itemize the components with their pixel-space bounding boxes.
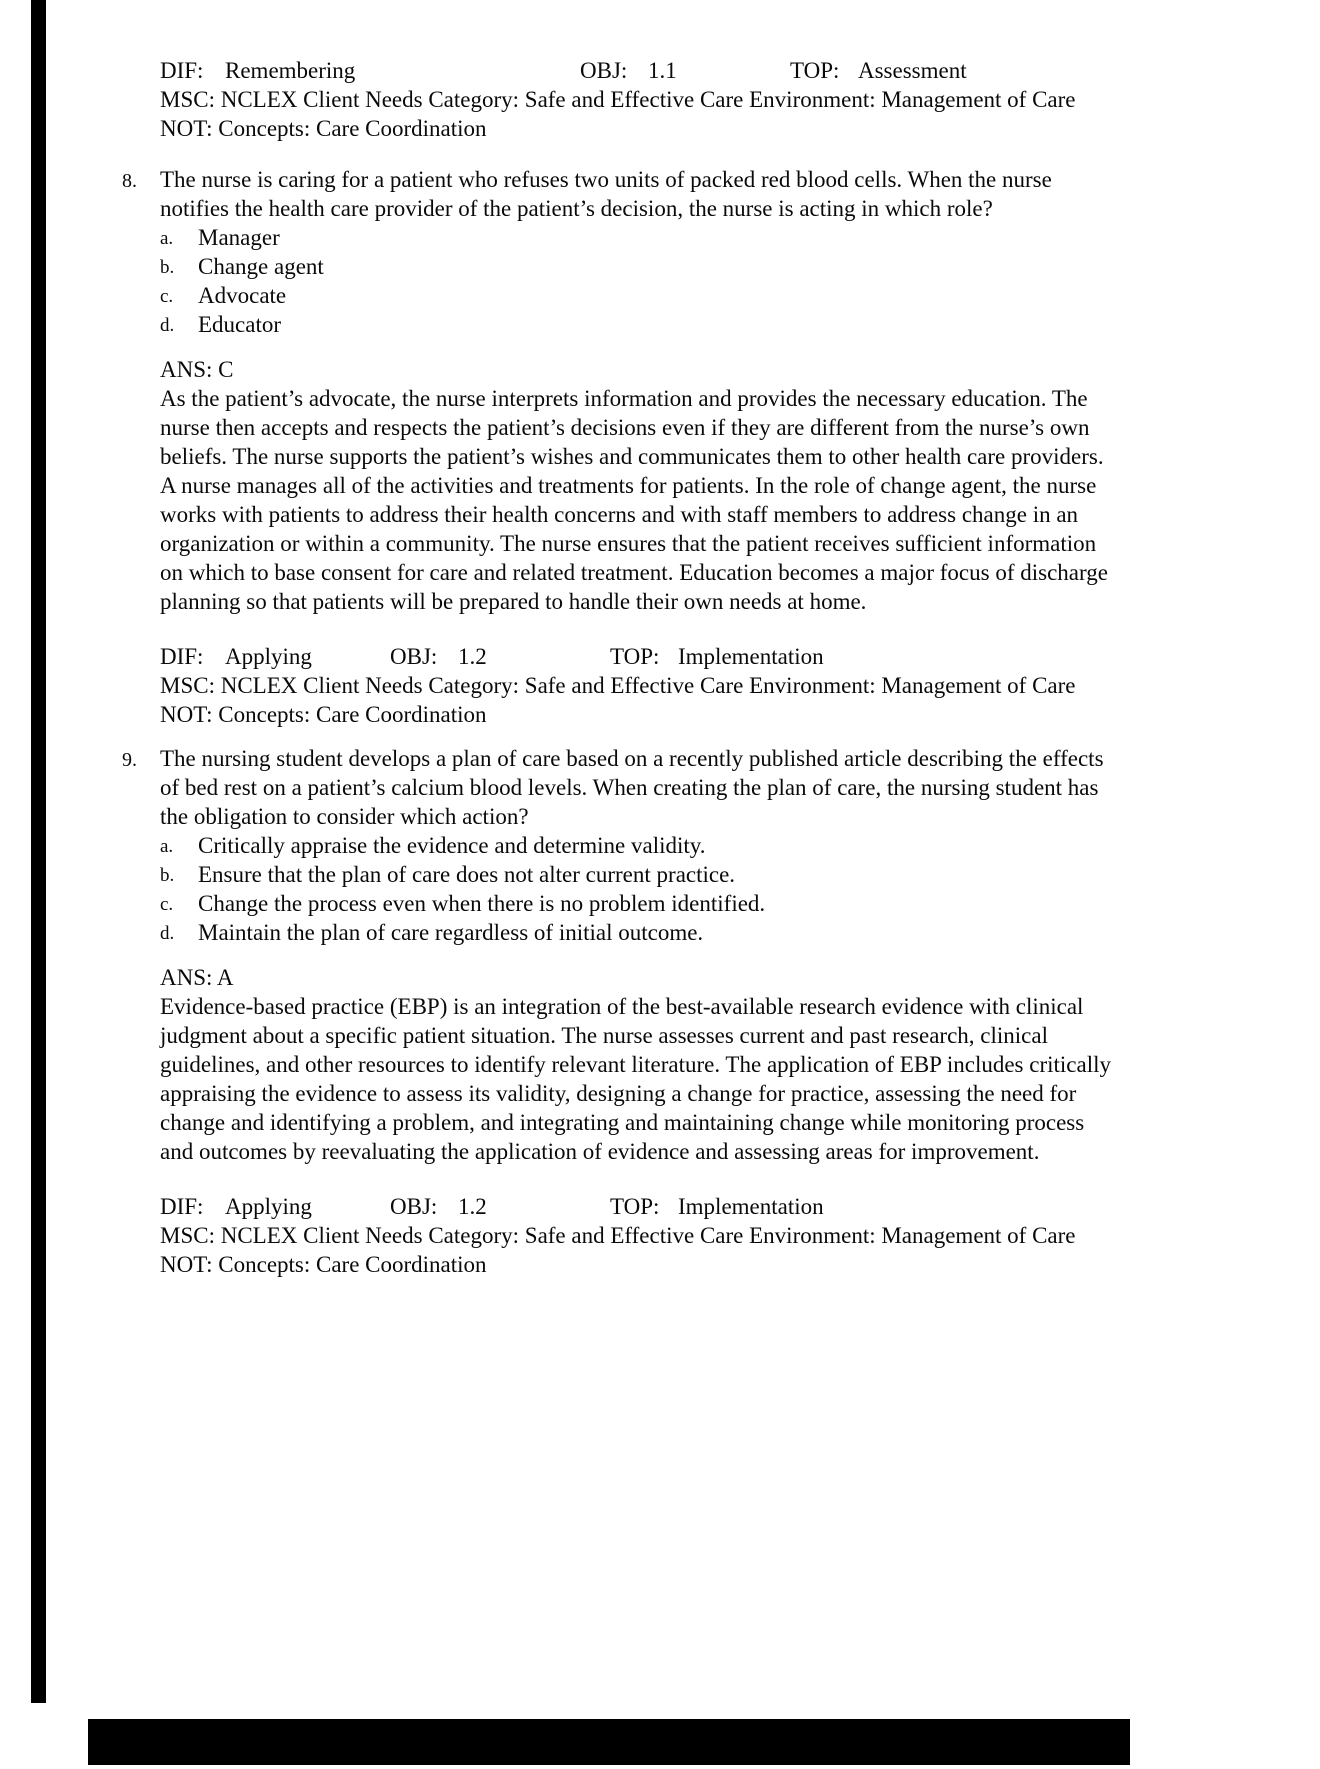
options-list: [160, 223, 1120, 339]
obj-value: 1.2: [458, 644, 487, 669]
top-label: TOP:: [610, 1194, 660, 1219]
option-row: [160, 252, 1120, 281]
option-letter: b.: [160, 257, 175, 278]
option-row: [160, 310, 1120, 339]
option-text: Change the process even when there is no problem identified.: [198, 891, 766, 916]
option-letter: d.: [160, 315, 175, 336]
obj-label: OBJ:: [390, 644, 438, 669]
obj-value: 1.2: [458, 1194, 487, 1219]
dif-obj-top-row: [160, 1192, 1120, 1221]
question-number: 9.: [122, 749, 137, 771]
option-text: Ensure that the plan of care does not alter current practice.: [198, 862, 736, 887]
top-label: TOP:: [610, 644, 660, 669]
dif-label: DIF:: [160, 1194, 204, 1219]
answer-block: [160, 963, 1120, 1166]
dif-value: Applying: [225, 1194, 312, 1219]
option-letter: b.: [160, 865, 175, 886]
option-text: Advocate: [198, 283, 287, 308]
msc-line: MSC: NCLEX Client Needs Category: Safe and Effective Care Environment: Management of Care: [160, 673, 1076, 698]
dif-obj-top-row: [160, 642, 1120, 671]
msc-line: MSC: NCLEX Client Needs Category: Safe and Effective Care Environment: Management of Care: [160, 87, 1076, 112]
question-stem: The nurse is caring for a patient who refuses two units of packed red blood cells. When the nurse notifies the health care provider of the patient’s decision, the nurse is acting in which role?: [160, 167, 1052, 221]
option-letter: c.: [160, 894, 174, 915]
top-value: Implementation: [678, 644, 824, 669]
question-stem: The nursing student develops a plan of care based on a recently published article describing the effects of bed rest on a patient’s calcium blood levels. When creating the plan of care, the nursing student has the obligation to consider which action?: [160, 746, 1104, 829]
meta-block-question-9: [160, 1192, 1120, 1279]
dif-label: DIF:: [160, 58, 204, 83]
option-letter: a.: [160, 228, 174, 249]
option-row: [160, 860, 1120, 889]
option-row: [160, 889, 1120, 918]
answer-line: ANS: C: [160, 357, 234, 382]
meta-block-question-8: [160, 642, 1120, 729]
rationale-text: As the patient’s advocate, the nurse interprets information and provides the necessary education. The nurse then accepts and respects the patient’s decisions even if they are different from the nurse’s own beliefs. The nurse supports the patient’s wishes and communicates them to other health care providers. A nurse manages all of the activities and treatments for patients. In the role of change agent, the nurse works with patients to address their health concerns and with staff members to address change in an organization or within a community. The nurse ensures that the patient receives sufficient information on which to base consent for care and related treatment. Education becomes a major focus of discharge planning so that patients will be prepared to handle their own needs at home.: [160, 386, 1108, 614]
top-label: TOP:: [790, 58, 840, 83]
option-text: Change agent: [198, 254, 324, 279]
dif-value: Remembering: [225, 58, 356, 83]
top-value: Assessment: [858, 58, 967, 83]
meta-block-previous-question: [160, 56, 1120, 143]
option-row: [160, 223, 1120, 252]
rationale-text: Evidence-based practice (EBP) is an integration of the best-available research evidence with clinical judgment about a specific patient situation. The nurse assesses current and past research, clinical guidelines, and other resources to identify relevant literature. The application of EBP includes critically appraising the evidence to assess its validity, designing a change for practice, assessing the need for change and identifying a problem, and integrating and maintaining change while monitoring process and outcomes by reevaluating the application of evidence and assessing areas for improvement.: [160, 994, 1111, 1164]
option-text: Maintain the plan of care regardless of initial outcome.: [198, 920, 704, 945]
dif-obj-top-row: [160, 56, 1120, 85]
option-row: [160, 831, 1120, 860]
msc-line: MSC: NCLEX Client Needs Category: Safe and Effective Care Environment: Management of Care: [160, 1223, 1076, 1248]
options-list: [160, 831, 1120, 947]
option-text: Educator: [198, 312, 282, 337]
option-text: Manager: [198, 225, 280, 250]
obj-value: 1.1: [648, 58, 677, 83]
answer-block: [160, 355, 1120, 616]
option-letter: a.: [160, 836, 174, 857]
obj-label: OBJ:: [390, 1194, 438, 1219]
dif-value: Applying: [225, 644, 312, 669]
obj-label: OBJ:: [580, 58, 628, 83]
not-line: NOT: Concepts: Care Coordination: [160, 116, 487, 141]
scan-artifact-bottom-bar: [88, 1719, 1130, 1765]
option-text: Critically appraise the evidence and determine validity.: [198, 833, 706, 858]
question-8: [122, 165, 1120, 729]
option-letter: c.: [160, 286, 174, 307]
option-row: [160, 918, 1120, 947]
question-9: [122, 744, 1120, 1279]
not-line: NOT: Concepts: Care Coordination: [160, 1252, 487, 1277]
option-letter: d.: [160, 923, 175, 944]
option-row: [160, 281, 1120, 310]
top-value: Implementation: [678, 1194, 824, 1219]
not-line: NOT: Concepts: Care Coordination: [160, 702, 487, 727]
page-content: [122, 0, 1120, 1279]
answer-line: ANS: A: [160, 965, 234, 990]
question-number: 8.: [122, 170, 137, 192]
dif-label: DIF:: [160, 644, 204, 669]
scan-artifact-left-bar: [31, 0, 46, 1703]
